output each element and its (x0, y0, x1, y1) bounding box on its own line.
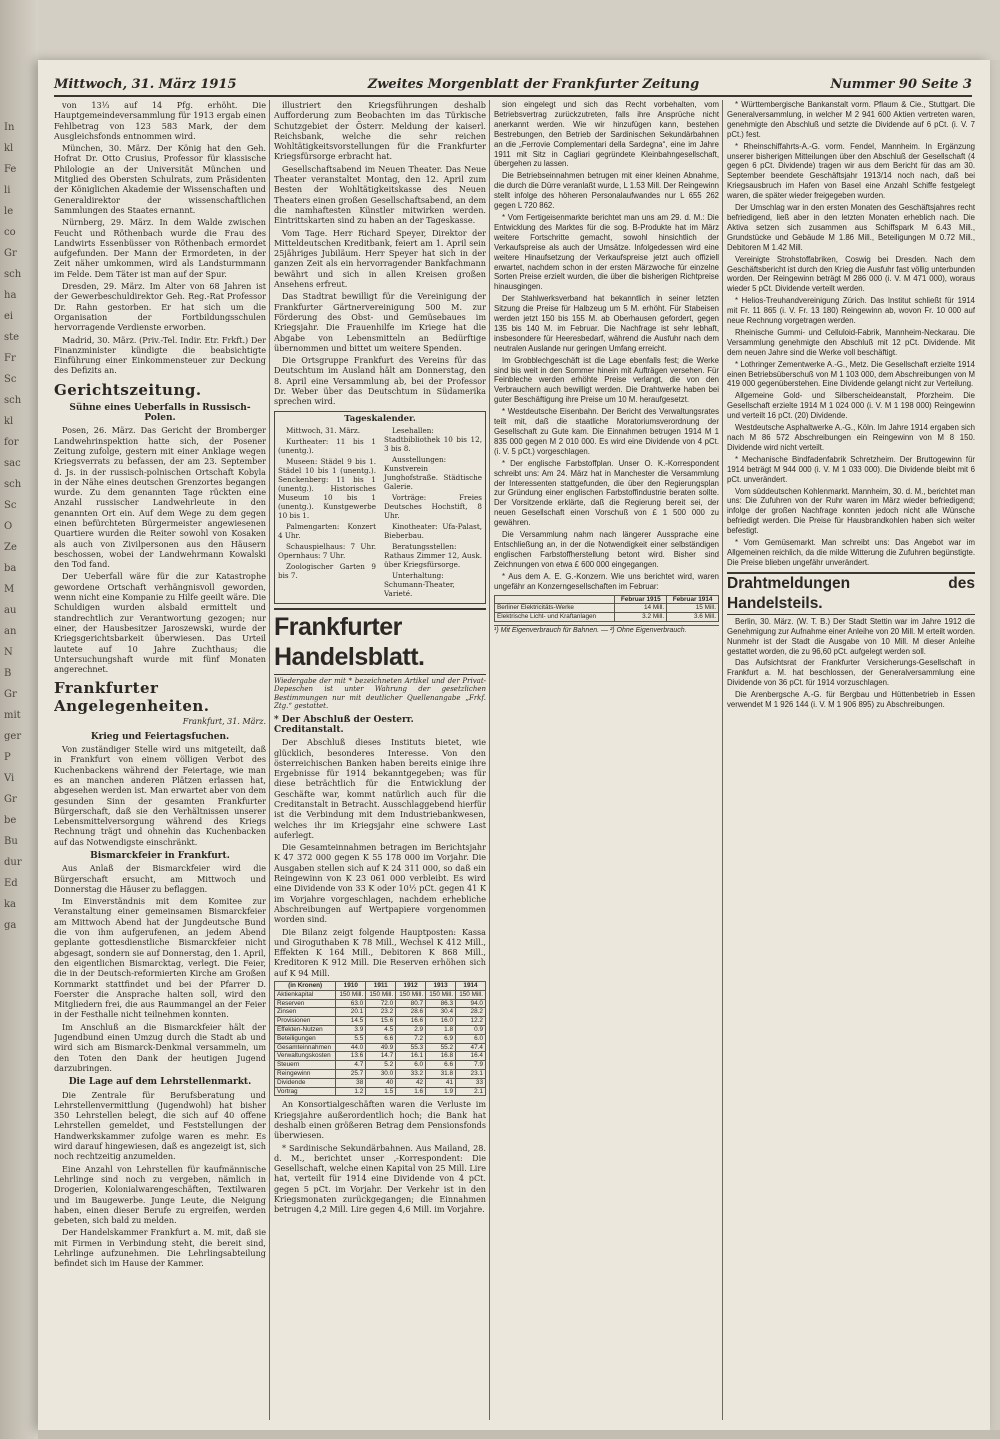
table-cell: Reingewinn (275, 1070, 336, 1079)
edge-text-fragment: sch (4, 395, 22, 406)
table-cell: 30.0 (366, 1070, 396, 1079)
table-cell: 3.2 Mill. (615, 613, 667, 622)
table-cell: 55.2 (426, 1043, 456, 1052)
paragraph: Kinotheater: Ufa-Palast, Bieberbau. (384, 521, 482, 540)
paragraph: * Rheinschiffahrts-A.-G. vorm. Fendel, Mannheim. In Ergänzung unserer bisherigen Mitteilungen über den Abschluß der Gesellschaft (4 gegen 6 pCt. Dividende) tragen wir aus dem Bericht für das am 30. September beendete Geschäftsjahr 1913/14 noch nach, daß bei Kriegsausbruch im Hafen von Basel eine Anzahl Schiffe festgelegt waren, die später wieder freigegeben wurden. (727, 141, 975, 201)
paragraph: Die Gesamteinnahmen betragen im Berichtsjahr K 47 372 000 gegen K 55 178 000 im Vorjahr. Die Ausgaben stellen sich auf K 24 311 000, so daß ein Reingewinn von K 23 061 000 verbleibt. Es wird eine Dividende von 33 K oder 10½ pCt. gegen 41 K im Vorjahre vorgeschlagen, nachdem erhebliche Abschreibungen auf Wertpapiere vorgenommen worden sind. (274, 842, 486, 925)
paragraph: Im Einverständnis mit dem Komitee zur Veranstaltung einer gemeinsamen Bismarckfeier am Mittwoch Abend hat der Jungdeutsche Bund die von ihm aufgerufenen, an jedem Abend geplante gottesdienstliche Bismarckfeier nicht abgesagt, sondern sie auf Donnerstag, den 1. April, den eigentlichen Bismarcktag, verlegt. Die Feier, die in der Deutsch-reformierten Kirche am Großen Kornmarkt stattfindet und bei der Pfarrer D. Foerster die Ansprache halten soll, wird den Mitgliedern frei, die aus Raummangel an der Feier in der Festhalle nicht teilnehmen konnten. (54, 896, 266, 1020)
footnote: ¹) Mit Eigenverbrauch für Bahnen. — ²) Ohne Eigenverbrauch. (494, 625, 719, 636)
table-header: 1913 (426, 982, 456, 991)
table-cell: 6.6 (426, 1061, 456, 1070)
table-cell: 41 (426, 1078, 456, 1087)
edge-text-fragment: kl (4, 416, 14, 427)
paragraph: Museen: Städel 9 bis 1. Städel 10 bis 1 (unentg.). Senckenberg: 11 bis 1 (unentg.). Historisches Museum 10 bis 1 (unentg.). Kunstgewerbe 10 bis 1. (278, 456, 376, 520)
table-header: 1914 (456, 982, 486, 991)
article-body (54, 863, 266, 1073)
article-body (274, 737, 486, 978)
table-cell: 6.6 (366, 1034, 396, 1043)
table-cell: 15.6 (366, 1017, 396, 1026)
paragraph: Ausstellungen: Kunstverein Junghofstraße. Städtische Galerie. (384, 454, 482, 491)
paragraph: Lesehallen: Stadtbibliothek 10 bis 12, 3 bis 8. (384, 425, 482, 453)
table-cell: 80.7 (396, 999, 426, 1008)
table-cell: 2.1 (456, 1087, 486, 1096)
paragraph: Mittwoch, 31. März. (286, 425, 361, 435)
edge-text-fragment: ger (4, 731, 22, 742)
table-header: Februar 1914 (667, 595, 719, 604)
paragraph: Madrid, 30. März. (Priv.-Tel. Indir. Etr. Frkft.) Der Finanzminister kündigte die beabsichtigte Einführung einer Einkommensteuer zur Deckung des Defizits an. (54, 334, 266, 376)
edge-text-fragment: Fe (4, 164, 17, 175)
table-cell: 12.2 (456, 1017, 486, 1026)
table-cell: 1.8 (426, 1026, 456, 1035)
table-cell: Reserven (275, 999, 336, 1008)
paragraph: Die Betriebseinnahmen betrugen mit einer kleinen Abnahme, die durch die Dürre veranlaßt wurde, L 1.53 Mill. Der Reingewinn stellt infolge des höheren Personalaufwandes nur L 655 262 gegen L 720 862. (494, 171, 719, 211)
table-cell: 5.5 (336, 1034, 366, 1043)
table-row (275, 1052, 486, 1061)
article-title: Sühne eines Ueberfalls in Russisch-Polen. (69, 402, 251, 424)
table-row (275, 1043, 486, 1052)
table-cell: 38 (336, 1078, 366, 1087)
table-cell: 16.0 (426, 1017, 456, 1026)
table-cell: 23.2 (366, 1008, 396, 1017)
table-cell: 2.9 (396, 1026, 426, 1035)
table-cell: 28.6 (396, 1008, 426, 1017)
edge-text-fragment: Ed (4, 878, 18, 889)
table-cell: 28.2 (456, 1008, 486, 1017)
table-row (275, 1078, 486, 1087)
table-cell: Zinsen (275, 1008, 336, 1017)
table-cell: 15 Mill. (667, 604, 719, 613)
table-cell: 1.5 (366, 1087, 396, 1096)
table-cell: 14.7 (366, 1052, 396, 1061)
column-3 (494, 100, 719, 1420)
table-cell: 1.2 (336, 1087, 366, 1096)
paragraph: Von zuständiger Stelle wird uns mitgeteilt, daß in Frankfurt von einem völligen Verbot des Kuchenbackens während der Feiertage, wie man es an manchen anderen Plätzen erlassen hat, abgesehen werden ist. Man erwartet aber von dem gesunden Sinn der gesamten Frankfurter Bürgerschaft, daß sie den Verhältnissen unserer Lebensmittelversorgung während des Kriegs Rechnung trägt und ohnehin das Kuchenbacken auf das Notwendigste einschränkt. (54, 744, 266, 847)
paragraph: Das Aufsichtsrat der Frankfurter Versicherungs-Gesellschaft in Frankfurt a. M. hat beschlossen, der Generalversammlung eine Dividende von 36 pCt. für 1914 vorzuschlagen. (727, 658, 975, 688)
header-page-number: Nummer 90 Seite 3 (830, 77, 972, 92)
table-row (275, 999, 486, 1008)
column-rule (269, 100, 270, 1420)
aeg-output-table (494, 595, 719, 622)
paragraph: Berlin, 30. März. (W. T. B.) Der Stadt Stettin war im Jahre 1912 die Genehmigung zur Aufnahme einer Anleihe von 20 Mill. M erteilt worden. Nunmehr ist der Stadt die Ausgabe von 10 Mill. M dieser Anleihe gestattet worden, die zu 96,60 pCt. aufgelegt werden soll. (727, 616, 975, 656)
table-cell: 5.2 (366, 1061, 396, 1070)
table-cell: 16.4 (456, 1052, 486, 1061)
calendar-right-column (384, 426, 482, 600)
paragraph: * Helios-Treuhandvereinigung Zürich. Das Institut schließt für 1914 mit Fr. 11 865 (i. V. Fr. 13 180) Reingewinn ab, wovon Fr. 10 000 auf neue Rechnung vorgetragen werden. (727, 296, 975, 326)
edge-text-fragment: mit (4, 710, 21, 721)
paragraph: Aus Anlaß der Bismarckfeier wird die Bürgerschaft ersucht, am Mittwoch und Donnerstag die Häuser zu beflaggen. (54, 863, 266, 894)
table-cell: 3.9 (336, 1026, 366, 1035)
table-row (275, 1087, 486, 1096)
table-cell: 6.0 (456, 1034, 486, 1043)
table-cell: Aktienkapital (275, 990, 336, 999)
calendar-title: Tageskalender. (344, 413, 416, 424)
table-cell: 7.2 (396, 1034, 426, 1043)
paragraph: Vom süddeutschen Kohlenmarkt. Mannheim, 30. d. M., berichtet man uns: Die Zufuhren von der Ruhr waren im März wieder befriedigend; infolge der großen Nachfrage konnten jedoch nicht alle Wünsche befriedigt werden. Die Preise für Hausbrandkohlen haben sich weiter befestigt. (727, 486, 975, 536)
article-body (494, 100, 719, 592)
paragraph: Allgemeine Gold- und Silberscheideanstalt, Pforzheim. Die Gesellschaft erzielte 1914 M 1 024 000 (i. V. M 1 198 000) Reingewinn und verteilt 16 pCt. (20) Dividende. (727, 391, 975, 421)
table-cell: 150 Mill. (336, 990, 366, 999)
header-title: Zweites Morgenblatt der Frankfurter Zeitung (367, 77, 700, 92)
table-cell: 42 (396, 1078, 426, 1087)
article-body (727, 617, 975, 710)
article-body (274, 1099, 486, 1214)
edge-text-fragment: Sc (4, 374, 17, 385)
paragraph: von 13⅓ auf 14 Pfg. erhöht. Die Hauptgemeindeversammlung für 1913 ergab einen Fehlbetrag von 123 583 Mark, der dem Ausgleichsfonds entnommen wird. (54, 100, 266, 141)
paragraph: Vorträge: Freies Deutsches Hochstift, 8 Uhr. (384, 492, 482, 520)
table-cell: 33 (456, 1078, 486, 1087)
edge-text-fragment: le (4, 206, 14, 217)
paragraph: Kurtheater: 11 bis 1 (unentg.). (278, 436, 376, 455)
column-4 (727, 100, 975, 1420)
news-lead (54, 100, 266, 376)
scan-top-background (0, 0, 1000, 60)
paragraph: Unterhaltung: Schumann-Theater, Varieté. (384, 570, 455, 598)
adjacent-page-edge (0, 0, 38, 1439)
table-cell: 25.7 (336, 1070, 366, 1079)
paragraph: Palmengarten: Konzert 4 Uhr. (278, 521, 376, 540)
paragraph: Rheinische Gummi- und Celluloid-Fabrik, Mannheim-Neckarau. Die Versammlung genehmigte den Abschluß mit 12 pCt. Dividende. Mit dem neuen Jahre sind die Werke voll beschäftigt. (727, 327, 975, 357)
edge-text-fragment: N (4, 647, 13, 658)
reprint-note: Wiedergabe der mit * bezeichneten Artikel und der Privat-Depeschen ist unter Wahrung der gesetzlichen Bestimmungen nur mit deutlicher Quellenangabe „Frkf. Ztg.“ gestattet. (274, 676, 486, 711)
table-cell: 23.1 (456, 1070, 486, 1079)
paragraph: Der Abschluß dieses Instituts bietet, wie glücklich, besonderes Interesse. Von den österreichischen Banken haben bereits einige ihre Ergebnisse für 1914 bekanntgegeben; was für diese beträchtlich für die Entwicklung der Geschäfte war, kommt natürlich auch für die Creditanstalt in Betracht. Ausschlaggebend hierfür ist die Verbindung mit dem Industriebankwesen, welches ihr im Kriegsjahr eine schwere Last auferlegt. (274, 737, 486, 840)
paragraph: Vereinigte Strohstoffabriken, Coswig bei Dresden. Nach dem Geschäftsbericht ist durch den Krieg die Ausfuhr fast völlig unterbunden worden. Der Reingewinn beträgt M 286 000 (i. V. M 471 000), woraus wieder 5 pCt. Dividende verteilt werden. (727, 254, 975, 294)
table-cell: 33.2 (396, 1070, 426, 1079)
article-title: Krieg und Feiertagsfuchen. (90, 731, 230, 742)
paragraph: Nürnberg, 29. März. In dem Walde zwischen Feucht und Röthenbach wurde die Frau des Landwirts Essenbüsser von Röthenbach ermordet aufgefunden. Der Mann der Ermordeten, in der Zeit näher umkommen, wird als Landsturmmann im Felde. Dem Täter ist man auf der Spur. (54, 217, 266, 279)
table-cell: Effekten-Nutzen (275, 1026, 336, 1035)
paragraph: * Der englische Farbstoffplan. Unser O. K.-Korrespondent schreibt uns: Am 24. März hat in Manchester die Versammlung der Interessenten stattgefunden, die über den Regierungsplan zur Gründung einer englischen Farbstoffindustrie beraten sollte. Der Vorsitzende erklärte, daß die Regierung bereit sei, der neuen Gesellschaft einen Vorschuß von £ 1 500 000 zu gewähren. (494, 458, 719, 528)
table-cell: 20.1 (336, 1008, 366, 1017)
table-cell: 4.7 (336, 1061, 366, 1070)
edge-text-fragment: ei (4, 311, 14, 322)
edge-text-fragment: Ze (4, 542, 17, 553)
paragraph: An Konsortialgeschäften waren die Verluste im Kriegsjahre außerordentlich hoch; die Bank hat deshalb einen größeren Betrag dem Pensionsfonds überwiesen. (274, 1099, 486, 1141)
column-2 (274, 100, 486, 1420)
table-cell: 150 Mill. (456, 990, 486, 999)
paragraph: Eine Anzahl von Lehrstellen für kaufmännische Lehrlinge sind noch zu vergeben, nämlich in Drogerien, Kolonialwarengeschäften, Textilwaren und im Baugewerbe. Junge Leute, die Neigung haben, einen dieser Berufe zu ergreifen, werden gebeten, sich bald zu melden. (54, 1163, 266, 1226)
table-row (275, 1070, 486, 1079)
header-date: Mittwoch, 31. März 1915 (54, 77, 237, 92)
paragraph: Der Stahlwerksverband hat bekanntlich in seiner letzten Sitzung die Preise für Halbzeug um 5 M. erhöht. Für Stabeisen werden jetzt 150 bis 155 M. ab Oberhausen gefordert, gegen 135 bis 140 M. im Februar. Die Nachfrage ist sehr lebhaft, insbesondere für Heeresbedarf, während die Ausfuhr nach dem neutralen Auslande nur geringen Umfang erreicht. (494, 294, 719, 353)
paragraph: Dresden, 29. März. Im Alter von 68 Jahren ist der Gewerbeschuldirektor Geh. Reg.-Rat Professor Dr. Rahn gestorben. Er hat sich um die Organisation der Fortbildungsschulen hervorragende Verdienste erworben. (54, 281, 266, 333)
edge-text-fragment: sch (4, 479, 22, 490)
scan-bottom-edge (38, 1430, 1000, 1439)
paragraph: illustriert den Kriegsführungen deshalb Aufforderung zum Beobachten im das Türkische Schutzgebiet der Österr. Meldung der kaiserl. Reichsbank, welche die sehr reichen Wohltätigkeitsvorstellungen für die Frankfurter Kriegsfürsorge erbracht hat. (274, 100, 486, 162)
news-lead (274, 100, 486, 226)
table-cell: Elektrische Licht- und Kraftanlagen (495, 613, 615, 622)
table-row (275, 1017, 486, 1026)
table-cell: 16.8 (426, 1052, 456, 1061)
edge-text-fragment: Sc (4, 500, 17, 511)
edge-text-fragment: ha (4, 290, 17, 301)
paragraph: Der Ueberfall wäre für die zur Katastrophe gewordene Ortschaft verhängnisvoll geworden, wenn nicht eine Kompanie zu Hilfe geeilt wäre. Die Schuldigen wurden alsbald ermittelt und standrechtlich zur Verantwortung gezogen; nur einer, der Hausbesitzer Jaroszewski, wurde der Kriegsgerichtsbarkeit überwiesen. Das Urteil lautete auf 10 Jahre Zuchthaus; die Untersuchungshaft wurde mit fünf Monaten angerechnet. (54, 571, 266, 675)
table-cell: 0.9 (456, 1026, 486, 1035)
table-cell: 49.9 (366, 1043, 396, 1052)
table-cell: 47.4 (456, 1043, 486, 1052)
table-header: 1911 (366, 982, 396, 991)
edge-text-fragment: B (4, 668, 12, 679)
column-1 (54, 100, 266, 1420)
table-cell: 1.9 (426, 1087, 456, 1096)
table-cell: 94.0 (456, 999, 486, 1008)
article-body (54, 1090, 266, 1269)
table-cell: 14 Mill. (615, 604, 667, 613)
table-cell: 40 (366, 1078, 396, 1087)
edge-text-fragment: kl (4, 143, 14, 154)
table-cell: 86.3 (426, 999, 456, 1008)
edge-text-fragment: ba (4, 563, 17, 574)
edge-text-fragment: co (4, 227, 16, 238)
table-cell: Vortrag (275, 1087, 336, 1096)
table-cell: 44.0 (336, 1043, 366, 1052)
paragraph: * Aus dem A. E. G.-Konzern. Wie uns berichtet wird, waren ungefähr an Konzerngesellschaften im Februar: (494, 571, 719, 591)
paragraph: Gesellschaftsabend im Neuen Theater. Das Neue Theater veranstaltet Montag, den 12. April zum Besten der Wohltätigkeitskasse des Neuen Theaters einen großen Gesellschaftsabend, an dem die namhaftesten Künstler mitwirken werden. Eintrittskarten sind zu haben an der Tageskasse. (274, 163, 486, 226)
column-rule (722, 100, 723, 1420)
paragraph: Westdeutsche Asphaltwerke A.-G., Köln. Im Jahre 1914 ergaben sich nach M 86 572 Abschreibungen ein Reingewinn von M 8 150. Dividende wird nicht verteilt. (727, 423, 975, 452)
edge-text-fragment: In (4, 122, 15, 133)
edge-text-fragment: O (4, 521, 13, 532)
table-cell: 7.9 (456, 1061, 486, 1070)
section-heading-handelsblatt: Frankfurter Handelsblatt. (274, 608, 486, 675)
newspaper-page (38, 60, 990, 1430)
news-lead (274, 228, 486, 407)
table-header: (in Kronen) (275, 982, 336, 991)
table-cell: Provisionen (275, 1017, 336, 1026)
column-rule (489, 100, 490, 1420)
dateline: Frankfurt, 31. März. (182, 717, 266, 727)
edge-text-fragment: Vi (4, 773, 15, 784)
paragraph: * Westdeutsche Eisenbahn. Der Bericht des Verwaltungsrates teilt mit, daß die staatliche Moratoriumsverordnung der Gesellschaft zu Gute kam. Die Einnahmen betrugen 1914 M 1 835 000 gegen M 2 010 000. Es wird eine Dividende von 4 pCt. (i. V. 5 pCt.) vorgeschlagen. (494, 407, 719, 456)
paragraph: Die Bilanz zeigt folgende Hauptposten: Kassa und Giroguthaben K 78 Mill., Wechsel K 412 Mill., Effekten K 164 Mill., Debitoren K 868 Mill., Kreditoren K 912 Mill. Die Reserven erhöhen sich auf K 94 Mill. (274, 926, 486, 978)
edge-text-fragment: Bu (4, 836, 18, 847)
paragraph: Im Anschluß an die Bismarckfeier hält der Jugendbund einen Umzug durch die Stadt ab und wird sich am Bismarck-Denkmal versammeln, um den Toten den Dank der heutigen Jugend darzubringen. (54, 1021, 266, 1073)
table-header (495, 595, 615, 604)
edge-text-fragment: sch (4, 269, 22, 280)
table-cell: 16.6 (396, 1017, 426, 1026)
paragraph: * Vom Gemüsemarkt. Man schreibt uns: Das Angebot war im Allgemeinen reichlich, da die milde Witterung die Zufuhren begünstigte. Die Preise blieben ungefähr unverändert. (727, 538, 975, 567)
table-cell: 14.5 (336, 1017, 366, 1026)
edge-text-fragment: M (4, 584, 15, 595)
table-row (275, 1026, 486, 1035)
edge-text-fragment: ga (4, 920, 17, 931)
edge-text-fragment: Gr (4, 689, 17, 700)
edge-text-fragment: Fr (4, 353, 16, 364)
table-row (275, 1034, 486, 1043)
running-header (54, 72, 972, 97)
table-header: Februar 1915 (615, 595, 667, 604)
table-cell: Verwaltungskosten (275, 1052, 336, 1061)
table-cell: 3.6 Mill. (667, 613, 719, 622)
edge-text-fragment: for (4, 437, 19, 448)
table-cell: 16.1 (396, 1052, 426, 1061)
table-cell: 1.6 (396, 1087, 426, 1096)
paragraph: Die Versammlung nahm nach längerer Aussprache eine Entschließung an, in der die Notwendigkeit einer selbständigen englischen Farbstoffherstellung betont wird. Bisher sind Zeichnungen von etwa £ 600 000 eingegangen. (494, 530, 719, 569)
edge-text-fragment: Gr (4, 794, 17, 805)
table-cell: 150 Mill. (396, 990, 426, 999)
table-cell: 150 Mill. (426, 990, 456, 999)
table-row (495, 604, 719, 613)
section-heading-court: Gerichtszeitung. (54, 380, 202, 399)
paragraph: Posen, 26. März. Das Gericht der Bromberger Landwehrinspektion hatte sich, der Posener Zeitung zufolge, gestern mit einer Anklage wegen Kriegsverrats zu befassen, der am 23. September d. Js. in der russisch-polnischen Ortschaft Kobyla in der Nähe eines deutschen Grenzortes begangen wurde. Zu dem genannten Tage rückten eine Anzahl russischer Landwehrleute in den genannten Ort ein. Auf dem Wege zu dem gegen einen befürchteten Bürgermeister angewiesenen Quartiere wurden die Reiter sowohl von Kosaken als auch von Zivilpersonen aus den Häusern beschossen, wobei der Landwehrmann Kowalski den Tod fand. (54, 425, 266, 570)
table-cell: 6.0 (396, 1061, 426, 1070)
paragraph: Die Arenbergsche A.-G. für Bergbau und Hüttenbetrieb in Essen verwendet M 1 926 144 (i. V. M 1 906 895) zu Abschreibungen. (727, 690, 975, 710)
table-cell: Dividende (275, 1078, 336, 1087)
edge-text-fragment: P (4, 752, 11, 763)
paragraph: Das Stadtrat bewilligt für die Vereinigung der Frankfurter Gärtnervereinigung 500 M. zur Förderung des Obst- und Gemüsebaues im Kriegsjahr. Die Frauenhilfe im Kriege hat die Abgabe von Lebensmitteln an Bedürftige übernommen und bittet um weitere Spenden. (274, 291, 486, 353)
article-body (727, 100, 975, 568)
paragraph: * Vom Fertigeisenmarkte berichtet man uns am 29. d. M.: Die Entwicklung des Marktes für die sog. B-Produkte hat im März weitere Fortschritte gemacht, sowohl hinsichtlich der Verkaufspreise als auch der Umsätze. Infolgedessen wird eine weitere Hinaufsetzung der Verkaufspreise jetzt auch offiziell erwartet, nachdem schon in der ersten Märzwoche für einzelne Sorten Preise erzielt wurden, die über die bisherigen Richtpreise hinausgingen. (494, 212, 719, 292)
table-row (495, 613, 719, 622)
paragraph: Die Zentrale für Berufsberatung und Lehrstellenvermittlung (Jugendwohl) hat bisher 350 Lehrstellen belegt, die sich auf 40 offene Lehrstellen gemeldet, und Feststellungen der Handwerkskammer zufolge waren es mehr. Es wird darauf hingewiesen, daß es angezeigt ist, sich noch rechtzeitig anzumelden. (54, 1089, 266, 1162)
article-title: * Der Abschluß der Oesterr. Creditanstalt. (274, 714, 414, 735)
table-cell: 4.5 (366, 1026, 396, 1035)
paragraph: München, 30. März. Der König hat den Geh. Hofrat Dr. Otto Crusius, Professor für klassische Philologie an der Universität München und Mitglied des Obersten Schulrats, zum Präsidenten der Königlichen Akademie der Wissenschaften und Generaldirektor der wissenschaftlichen Sammlungen des Staates ernannt. (54, 143, 266, 215)
table-cell: 6.9 (426, 1034, 456, 1043)
table-cell: Beteiligungen (275, 1034, 336, 1043)
table-row (275, 990, 486, 999)
edge-text-fragment: ste (4, 332, 20, 343)
event-calendar-box (274, 411, 486, 604)
paragraph: * Mechanische Bindfadenfabrik Schretzheim. Der Bruttogewinn für 1914 beträgt M 944 000 (i. V. M 1 033 000). Die Dividende bleibt mit 6 pCt. unverändert. (727, 454, 975, 484)
edge-text-fragment: ka (4, 899, 17, 910)
paragraph: sion eingelegt und sich das Recht vorbehalten, vom Betriebsvertrag zurückzutreten, falls ihre Ansprüche nicht anerkannt werden. Wie wir hinzufügen kann, bestehen Bestrebungen, den Betrieb der Sardinischen Sekundärbahnen an die „Ferrovie Complementari della Sardegna“, eine im Jahre 1911 mit Sitz in Cagliari gegründete Kleinbahngesellschaft, übergehen zu lassen. (494, 100, 719, 169)
article-body (54, 425, 266, 674)
table-header: 1910 (336, 982, 366, 991)
table-header: 1912 (396, 982, 426, 991)
bank-statistics-table (274, 981, 486, 1096)
paragraph: * Lothringer Zementwerke A.-G., Metz. Die Gesellschaft erzielte 1914 einen Betriebsüberschuß von M 1 103 000, dem Abschreibungen von M 419 000 gegenüberstehen. Eine Dividende gelangt nicht zur Verteilung. (727, 359, 975, 389)
article-title: Bismarckfeier in Frankfurt. (90, 851, 230, 861)
edge-text-fragment: sac (4, 458, 21, 469)
table-cell: 31.8 (426, 1070, 456, 1079)
table-cell: 30.4 (426, 1008, 456, 1017)
edge-text-fragment: dur (4, 857, 22, 868)
paragraph: Vom Tage. Herr Richard Speyer, Direktor der Mitteldeutschen Kreditbank, feiert am 1. April sein 25jähriges Jubiläum. Herr Speyer hat sich in der ganzen Zeit als ein hervorragender Bankfachmann bewährt und sich in allen Kreisen großen Ansehens erfreut. (274, 227, 486, 290)
article-title: Die Lage auf dem Lehrstellenmarkt. (68, 1077, 252, 1088)
table-cell: 13.6 (336, 1052, 366, 1061)
paragraph: Zoologischer Garten 9 bis 7. (278, 561, 376, 580)
paragraph: Im Grobblechgeschäft ist die Lage ebenfalls fest; die Werke sind bis weit in den Sommer hinein mit Aufträgen versehen. Für Feinbleche werden erhöhte Preise verlangt, die von den Verbrauchern auch bewilligt werden. Die Drahtwerke haben bei guter Beschäftigung ihre Preise um 10 M. heraufgesetzt. (494, 355, 719, 405)
paragraph: * Württembergische Bankanstalt vorm. Pflaum & Cie., Stuttgart. Die Generalversammlung, in welcher M 2 941 600 Aktien vertreten waren, genehmigte den Abschluß und setzte die Dividende auf 6 pCt. (i. V. 7 pCt.) fest. (727, 100, 975, 139)
table-cell: 55.3 (396, 1043, 426, 1052)
paragraph: * Sardinische Sekundärbahnen. Aus Mailand, 28. d. M., berichtet unser ‚-Korrespondent: Die Gesellschaft, welche einen Kapital von 25 Mill. Lire hat, verteilt für 1914 eine Dividende von 4 pCt. gegen 5 pCt. im Vorjahr. Der Verkehr ist in den Kriegsmonaten zurückgegangen; die Einnahmen betrugen 4,2 Mill. Lire gegen 4,6 Mill. im Vorjahre. (274, 1142, 486, 1215)
edge-text-fragment: au (4, 605, 17, 616)
paragraph: Der Handelskammer Frankfurt a. M. mit, daß sie mit Firmen in Verbindung steht, die bereit sind, Lehrlinge aufzunehmen. Die Lehrlingsabteilung befindet sich im Hause der Kammer. (54, 1227, 266, 1269)
table-row (275, 1061, 486, 1070)
table-cell: Gesamteinnahmen (275, 1043, 336, 1052)
paragraph: Die Ortsgruppe Frankfurt des Vereins für das Deutschtum im Ausland hält am Donnerstag, den 8. April eine Versammlung ab, bei der Professor Dr. Weber über das Deutschtum in Südamerika sprechen wird. (274, 355, 486, 407)
paragraph: Schauspielhaus: 7 Uhr. Opernhaus: 7 Uhr. (278, 541, 376, 560)
edge-text-fragment: an (4, 626, 17, 637)
table-cell: Berliner Elektricitäts-Werke (495, 604, 615, 613)
table-row (275, 1008, 486, 1017)
edge-text-fragment: li (4, 185, 11, 196)
calendar-left-column (278, 426, 376, 600)
edge-text-fragment: be (4, 815, 17, 826)
paragraph: Der Umschlag war in den ersten Monaten des Geschäftsjahres recht befriedigend, ließ aber in den letzten Monaten erheblich nach. Die Aktiva setzen sich zusammen aus Schiffspark M 6.43 Mill., Grundstücke und Gebäude M 1.86 Mill., Beteiligungen M 0.72 Mill., Debitoren M 1.42 Mill. (727, 203, 975, 252)
paragraph: Beratungsstellen: Rathaus Zimmer 12, Ausk. über Kriegsfürsorge. (384, 541, 482, 569)
section-heading-wire-reports: Drahtmeldungen des Handelsteils. (727, 572, 975, 615)
table-cell: 150 Mill. (366, 990, 396, 999)
table-cell: Steuern (275, 1061, 336, 1070)
table-cell: 63.0 (336, 999, 366, 1008)
edge-text-fragment: Gr (4, 248, 17, 259)
section-heading-local: Frankfurter Angelegenheiten. (54, 679, 210, 716)
article-body (54, 744, 266, 847)
table-cell: 72.0 (366, 999, 396, 1008)
